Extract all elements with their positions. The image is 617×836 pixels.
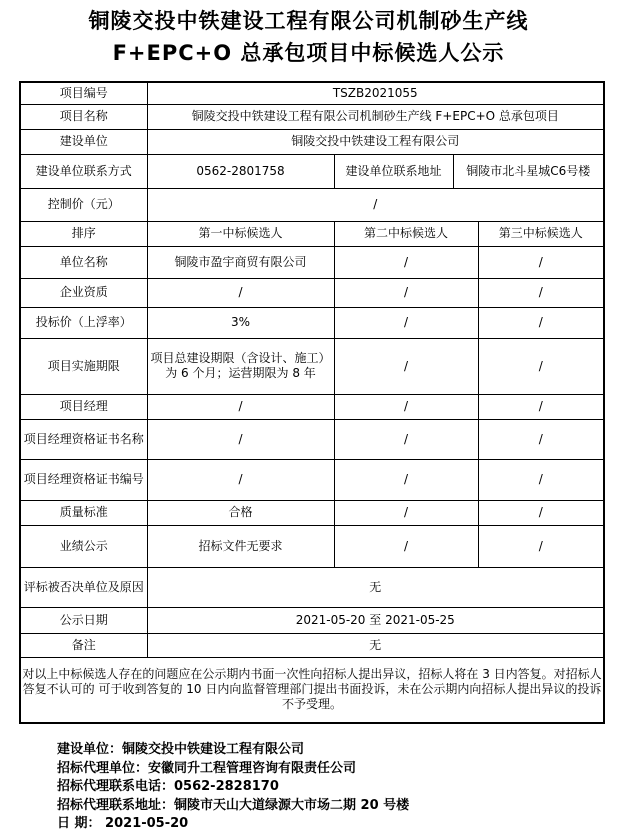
cell-value: / — [147, 394, 334, 419]
table-row — [20, 104, 604, 129]
cell-value: 无 — [147, 633, 604, 657]
table-row — [20, 607, 604, 633]
row-label: 业绩公示 — [20, 525, 147, 567]
cell-value: / — [478, 246, 604, 278]
row-label: 评标被否决单位及原因 — [20, 567, 147, 607]
cell-value: / — [147, 459, 334, 500]
cell-value: 招标文件无要求 — [147, 525, 334, 567]
row-label: 建设单位联系方式 — [20, 154, 147, 188]
cell-value: / — [478, 419, 604, 459]
row-label: 项目经理资格证书名称 — [20, 419, 147, 459]
cell-value: 2021-05-20 至 2021-05-25 — [147, 607, 604, 633]
table-row — [20, 525, 604, 567]
cell-value: / — [334, 278, 478, 307]
cell-value: / — [334, 394, 478, 419]
table-row — [20, 278, 604, 307]
row-label: 建设单位 — [20, 129, 147, 154]
cell-value: TSZB2021055 — [147, 82, 604, 104]
row-label: 排序 — [20, 221, 147, 246]
cell-value: 项目总建设期限（含设计、施工）为 6 个月；运营期限为 8 年 — [147, 338, 334, 394]
cell-value: / — [334, 419, 478, 459]
row-label: 质量标准 — [20, 500, 147, 525]
cell-value: / — [147, 419, 334, 459]
row-label: 公示日期 — [20, 607, 147, 633]
cell-value: / — [334, 338, 478, 394]
row-label: 备注 — [20, 633, 147, 657]
table-row — [20, 154, 604, 188]
table-row — [20, 459, 604, 500]
table-row — [20, 633, 604, 657]
footer-line-date: 日 期： 2021-05-20 — [57, 816, 189, 831]
cell-value: 铜陵交投中铁建设工程有限公司机制砂生产线 F+EPC+O 总承包项目 — [147, 104, 604, 129]
notice-table — [19, 81, 605, 724]
table-row — [20, 657, 604, 723]
row-label: 企业资质 — [20, 278, 147, 307]
table-row — [20, 419, 604, 459]
page-title — [0, 0, 617, 70]
cell-value: / — [478, 525, 604, 567]
table-row — [20, 338, 604, 394]
table-row — [20, 221, 604, 246]
footer-block — [57, 741, 617, 834]
table-row — [20, 188, 604, 221]
cell-value: / — [147, 278, 334, 307]
footer-line-agency: 招标代理单位：安徽同升工程管理咨询有限责任公司 — [57, 760, 357, 776]
cell-value: 第一中标候选人 — [147, 221, 334, 246]
cell-value: 铜陵市北斗星城C6号楼 — [453, 154, 604, 188]
cell-value: / — [334, 246, 478, 278]
footer-line-agency-address: 招标代理联系地址：铜陵市天山大道绿源大市场二期 20 号楼 — [57, 797, 410, 813]
cell-value: 0562-2801758 — [147, 154, 334, 188]
row-label: 控制价（元） — [20, 188, 147, 221]
cell-value: / — [478, 500, 604, 525]
cell-value: / — [147, 188, 604, 221]
row-label: 投标价（上浮率） — [20, 307, 147, 338]
cell-value: / — [478, 338, 604, 394]
row-label: 项目实施期限 — [20, 338, 147, 394]
cell-value: / — [478, 394, 604, 419]
cell-value: / — [334, 459, 478, 500]
cell-value: 第三中标候选人 — [478, 221, 604, 246]
page-title-line1: 铜陵交投中铁建设工程有限公司机制砂生产线 — [88, 9, 529, 33]
row-label: 项目编号 — [20, 82, 147, 104]
cell-value: 铜陵交投中铁建设工程有限公司 — [147, 129, 604, 154]
cell-value: / — [334, 525, 478, 567]
footer-line-owner: 建设单位：铜陵交投中铁建设工程有限公司 — [57, 742, 305, 757]
row-label: 单位名称 — [20, 246, 147, 278]
cell-value: 铜陵市盈宇商贸有限公司 — [147, 246, 334, 278]
table-row — [20, 567, 604, 607]
table-row — [20, 394, 604, 419]
cell-value: 第二中标候选人 — [334, 221, 478, 246]
footer-line-agency-phone: 招标代理联系电话：0562-2828170 — [57, 779, 279, 794]
table-row — [20, 129, 604, 154]
row-label: 建设单位联系地址 — [334, 154, 453, 188]
table-row — [20, 307, 604, 338]
table-row — [20, 82, 604, 104]
cell-value: 无 — [147, 567, 604, 607]
row-label: 项目经理 — [20, 394, 147, 419]
table-row — [20, 246, 604, 278]
note-paragraph: 对以上中标候选人存在的问题应在公示期内书面一次性向招标人提出异议，招标人将在 3 日内答复。对招标人答复不认可的 可于收到答复的 10 日内向监督管理部门提出书面投诉，未在公示期内向招标人提出异议的投诉不予受理。 — [20, 657, 604, 723]
row-label: 项目经理资格证书编号 — [20, 459, 147, 500]
cell-value: / — [334, 500, 478, 525]
table-row — [20, 500, 604, 525]
page-title-line2: F+EPC+O 总承包项目中标候选人公示 — [112, 41, 505, 65]
cell-value: / — [334, 307, 478, 338]
cell-value: / — [478, 278, 604, 307]
cell-value: / — [478, 307, 604, 338]
row-label: 项目名称 — [20, 104, 147, 129]
cell-value: / — [478, 459, 604, 500]
cell-value: 3% — [147, 307, 334, 338]
cell-value: 合格 — [147, 500, 334, 525]
